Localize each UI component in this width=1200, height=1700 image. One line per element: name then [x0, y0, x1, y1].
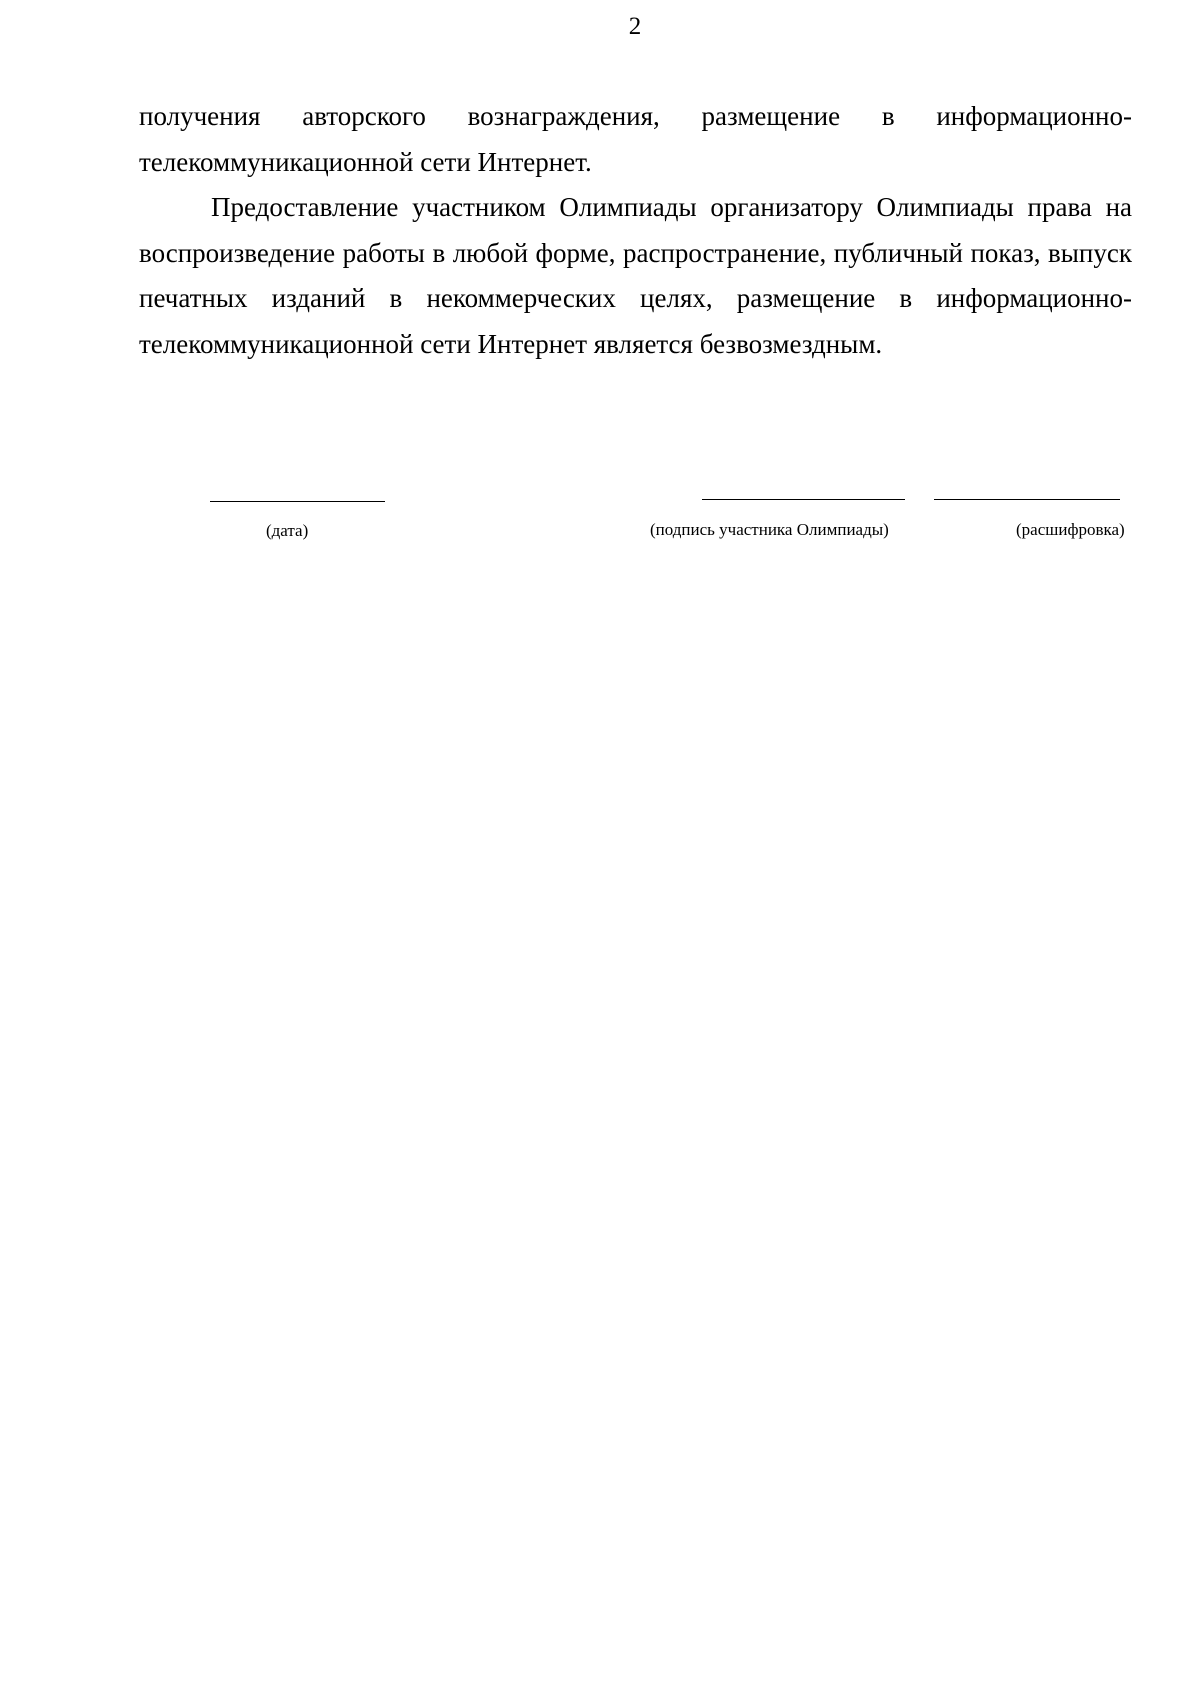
decoding-line — [934, 499, 1120, 500]
date-label: (дата) — [266, 521, 309, 540]
date-line — [210, 501, 385, 502]
signature-line — [702, 499, 905, 500]
paragraph-rights-grant: Предоставление участником Олимпиады организатору Олимпиады права на воспроизведение работы в любой форме, распространение, публичный показ, выпуск печатных изданий в некоммерческих целях, размещение в информационно-телекоммуникационной сети Интернет является безвозмездным. — [139, 192, 1132, 359]
paragraph-continuation: получения авторского вознаграждения, размещение в информационно-телекоммуникационной сети Интернет. — [139, 101, 1132, 177]
signature-label: (подпись участника Олимпиады) — [650, 520, 889, 539]
decoding-label: (расшифровка) — [1016, 520, 1125, 539]
document-body — [139, 94, 1132, 368]
page-number: 2 — [628, 13, 642, 40]
